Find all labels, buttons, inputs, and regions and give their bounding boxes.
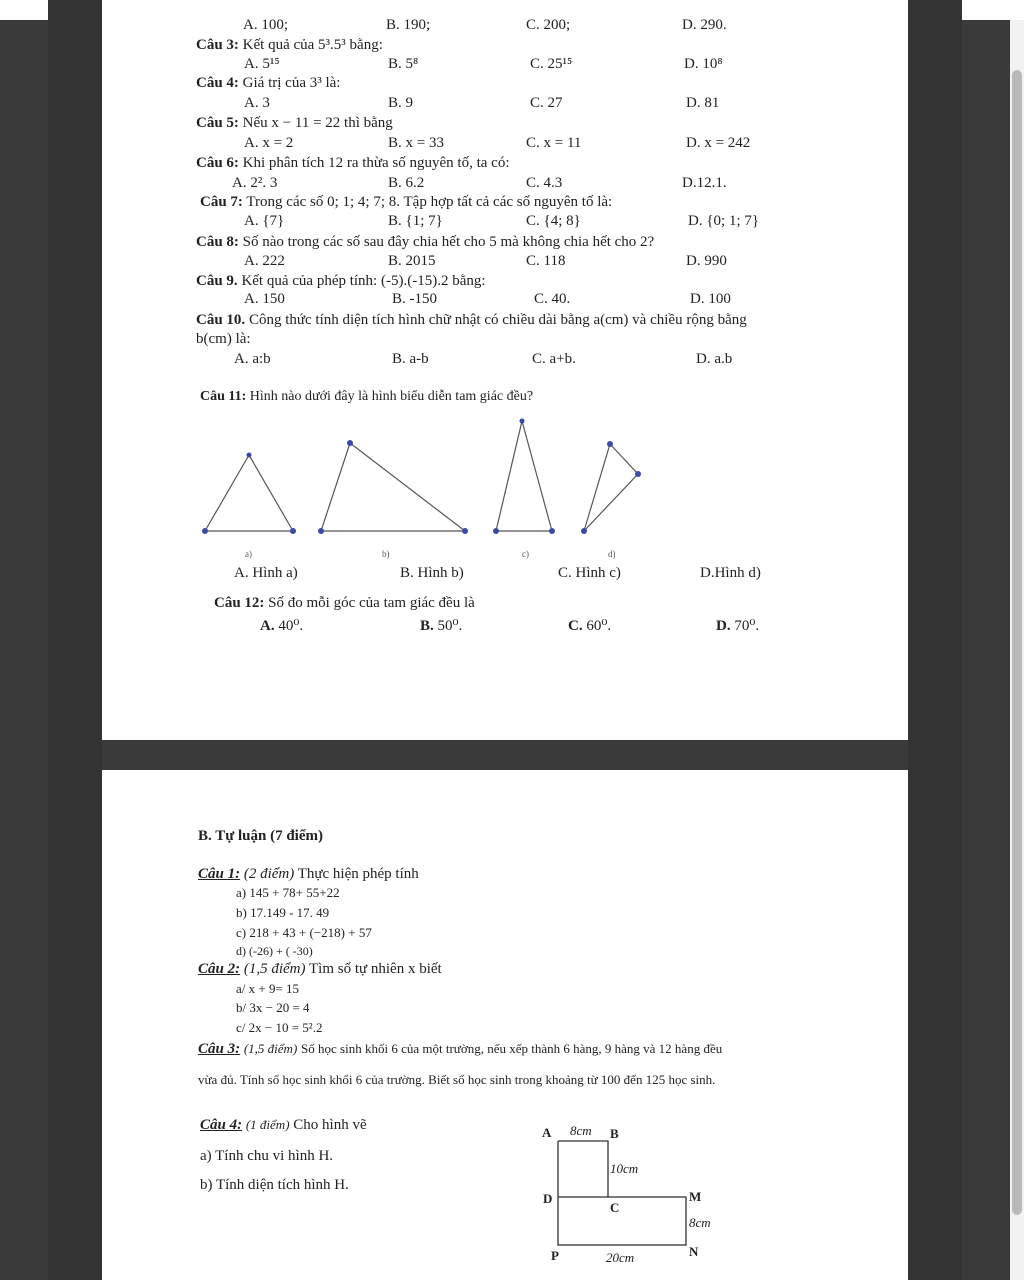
q2-option-b: B. 190; [386, 17, 431, 33]
shape-h-figure [102, 770, 908, 1280]
triangle-d [584, 444, 638, 531]
length-ab: 8cm [570, 1123, 592, 1138]
point-d: D [543, 1191, 553, 1206]
c1-item-d: d) (-26) + ( -30) [236, 944, 313, 958]
q4-option-a: A. 3 [244, 95, 270, 111]
question-7: Câu 7: Trong các số 0; 1; 4; 7; 8. Tập hợp tất cả các số nguyên tố là: [200, 194, 613, 210]
q11-option-c: C. Hình c) [558, 565, 621, 581]
point-p: P [551, 1248, 559, 1263]
c2-item-c: c/ 2x − 10 = 5².2 [236, 1020, 323, 1035]
vertex-point [635, 471, 641, 477]
essay-question-4: Câu 4: (1 điểm) Cho hình vẽ [200, 1117, 367, 1133]
q9-option-b: B. -150 [392, 291, 437, 307]
vertical-scrollbar[interactable] [1010, 20, 1024, 1280]
vertex-point [290, 528, 296, 534]
vertex-point [462, 528, 468, 534]
q4-option-b: B. 9 [388, 95, 414, 111]
q2-option-c: C. 200; [526, 17, 571, 33]
q11-option-a: A. Hình a) [234, 565, 298, 581]
q5-option-d: D. x = 242 [686, 135, 751, 151]
question-4: Câu 4: Giá trị của 3³ là: [196, 75, 341, 91]
q8-option-c: C. 118 [526, 253, 566, 269]
question-6: Câu 6: Khi phân tích 12 ra thừa số nguyên tố, ta có: [196, 155, 510, 171]
q9-option-c: C. 40. [534, 291, 571, 307]
question-11: Câu 11: Hình nào dưới đây là hình biểu diễn tam giác đều? [200, 389, 534, 404]
q8-option-b: B. 2015 [388, 253, 436, 269]
figure-label-a: a) [245, 549, 252, 559]
c2-item-b: b/ 3x − 20 = 4 [236, 1000, 310, 1015]
triangles-figure [102, 0, 908, 740]
figure-label-c: c) [522, 549, 529, 559]
triangle-b [321, 443, 465, 531]
q5-option-b: B. x = 33 [388, 135, 444, 151]
right-gutter [908, 0, 962, 1280]
q8-option-d: D. 990 [686, 253, 727, 269]
vertex-point [318, 528, 324, 534]
vertex-point [581, 528, 587, 534]
question-3: Câu 3: Kết quả của 5³.5³ bằng: [196, 37, 383, 53]
length-mn: 8cm [689, 1215, 711, 1230]
q12-option-c: C. 60⁰. [568, 618, 612, 634]
document-page-2 [102, 770, 908, 1280]
q5-option-c: C. x = 11 [526, 135, 582, 151]
q12-option-d: D. 70⁰. [716, 618, 760, 634]
q8-option-a: A. 222 [244, 253, 285, 269]
vertex-point [493, 528, 499, 534]
left-gutter [48, 0, 102, 1280]
edge-ab-bc [558, 1141, 608, 1197]
point-c: C [610, 1200, 620, 1215]
q3-option-d: D. 10⁸ [684, 56, 723, 72]
q12-option-b: B. 50⁰. [420, 618, 463, 634]
essay-question-3-line2: vừa đủ. Tính số học sinh khối 6 của trường. Biết số học sinh trong khoảng từ 100 đến 125 học sinh. [198, 1072, 716, 1087]
point-b: B [610, 1126, 619, 1141]
vertex-point [549, 528, 555, 534]
question-5: Câu 5: Nếu x − 11 = 22 thì bằng [196, 115, 393, 131]
q12-option-a: A. 40⁰. [260, 618, 304, 634]
q6-option-d: D.12.1. [682, 175, 727, 191]
figure-label-d: d) [608, 549, 616, 559]
q10-option-b: B. a-b [392, 351, 429, 367]
q4-option-c: C. 27 [530, 95, 563, 111]
q7-option-c: C. {4; 8} [526, 213, 581, 229]
point-n: N [689, 1244, 699, 1259]
q2-option-a: A. 100; [243, 17, 288, 33]
document-page-1 [102, 0, 908, 740]
q3-option-b: B. 5⁸ [388, 56, 419, 72]
q3-option-a: A. 5¹⁵ [244, 56, 280, 72]
length-pn: 20cm [606, 1250, 635, 1265]
rect-dpnm [558, 1197, 686, 1245]
c4-part-a: a) Tính chu vi hình H. [200, 1148, 334, 1164]
q9-option-a: A. 150 [244, 291, 285, 307]
q6-option-c: C. 4.3 [526, 175, 563, 191]
length-bc: 10cm [610, 1161, 639, 1176]
figure-label-b: b) [382, 549, 390, 559]
point-m: M [689, 1189, 702, 1204]
essay-question-1: Câu 1: (2 điểm) Thực hiện phép tính [198, 866, 419, 882]
triangle-c [496, 421, 552, 531]
q4-option-d: D. 81 [686, 95, 720, 111]
q7-option-d: D. {0; 1; 7} [688, 213, 760, 229]
q10-option-c: C. a+b. [532, 351, 576, 367]
q3-option-c: C. 25¹⁵ [530, 56, 573, 72]
vertex-point [247, 453, 252, 458]
c1-item-b: b) 17.149 - 17. 49 [236, 905, 330, 920]
c4-part-b: b) Tính diện tích hình H. [200, 1177, 349, 1193]
c1-item-c: c) 218 + 43 + (−218) + 57 [236, 925, 372, 940]
q7-option-a: A. {7} [244, 213, 285, 229]
q9-option-d: D. 100 [690, 291, 731, 307]
q6-option-a: A. 2². 3 [232, 175, 278, 191]
q7-option-b: B. {1; 7} [388, 213, 443, 229]
q2-option-d: D. 290. [682, 17, 727, 33]
q10-option-a: A. a:b [234, 351, 271, 367]
q6-option-b: B. 6.2 [388, 175, 425, 191]
vertex-point [607, 441, 613, 447]
question-12: Câu 12: Số đo mỗi góc của tam giác đều là [214, 595, 475, 611]
vertex-point [347, 440, 353, 446]
essay-question-3: Câu 3: (1,5 điểm) Số học sinh khối 6 của một trường, nếu xếp thành 6 hàng, 9 hàng và 12 hàng đều [198, 1041, 723, 1057]
part-b-heading: B. Tự luận (7 điểm) [198, 828, 323, 844]
vertex-point [202, 528, 208, 534]
question-10: Câu 10. Công thức tính diện tích hình chữ nhật có chiều dài bằng a(cm) và chiều rộng bằng [196, 312, 747, 328]
question-10-line2: b(cm) là: [196, 331, 251, 347]
q11-option-d: D.Hình d) [700, 565, 761, 581]
scrollbar-thumb[interactable] [1012, 70, 1022, 1215]
triangle-a [205, 455, 293, 531]
q11-option-b: B. Hình b) [400, 565, 464, 581]
question-9: Câu 9. Kết quả của phép tính: (-5).(-15).2 bằng: [196, 273, 486, 289]
c1-item-a: a) 145 + 78+ 55+22 [236, 885, 340, 900]
c2-item-a: a/ x + 9= 15 [236, 981, 300, 996]
point-a: A [542, 1125, 552, 1140]
essay-question-2: Câu 2: (1,5 điểm) Tìm số tự nhiên x biết [198, 961, 442, 977]
vertex-point [520, 419, 525, 424]
q5-option-a: A. x = 2 [244, 135, 294, 151]
question-8: Câu 8: Số nào trong các số sau đây chia hết cho 5 mà không chia hết cho 2? [196, 234, 655, 250]
q10-option-d: D. a.b [696, 351, 733, 367]
